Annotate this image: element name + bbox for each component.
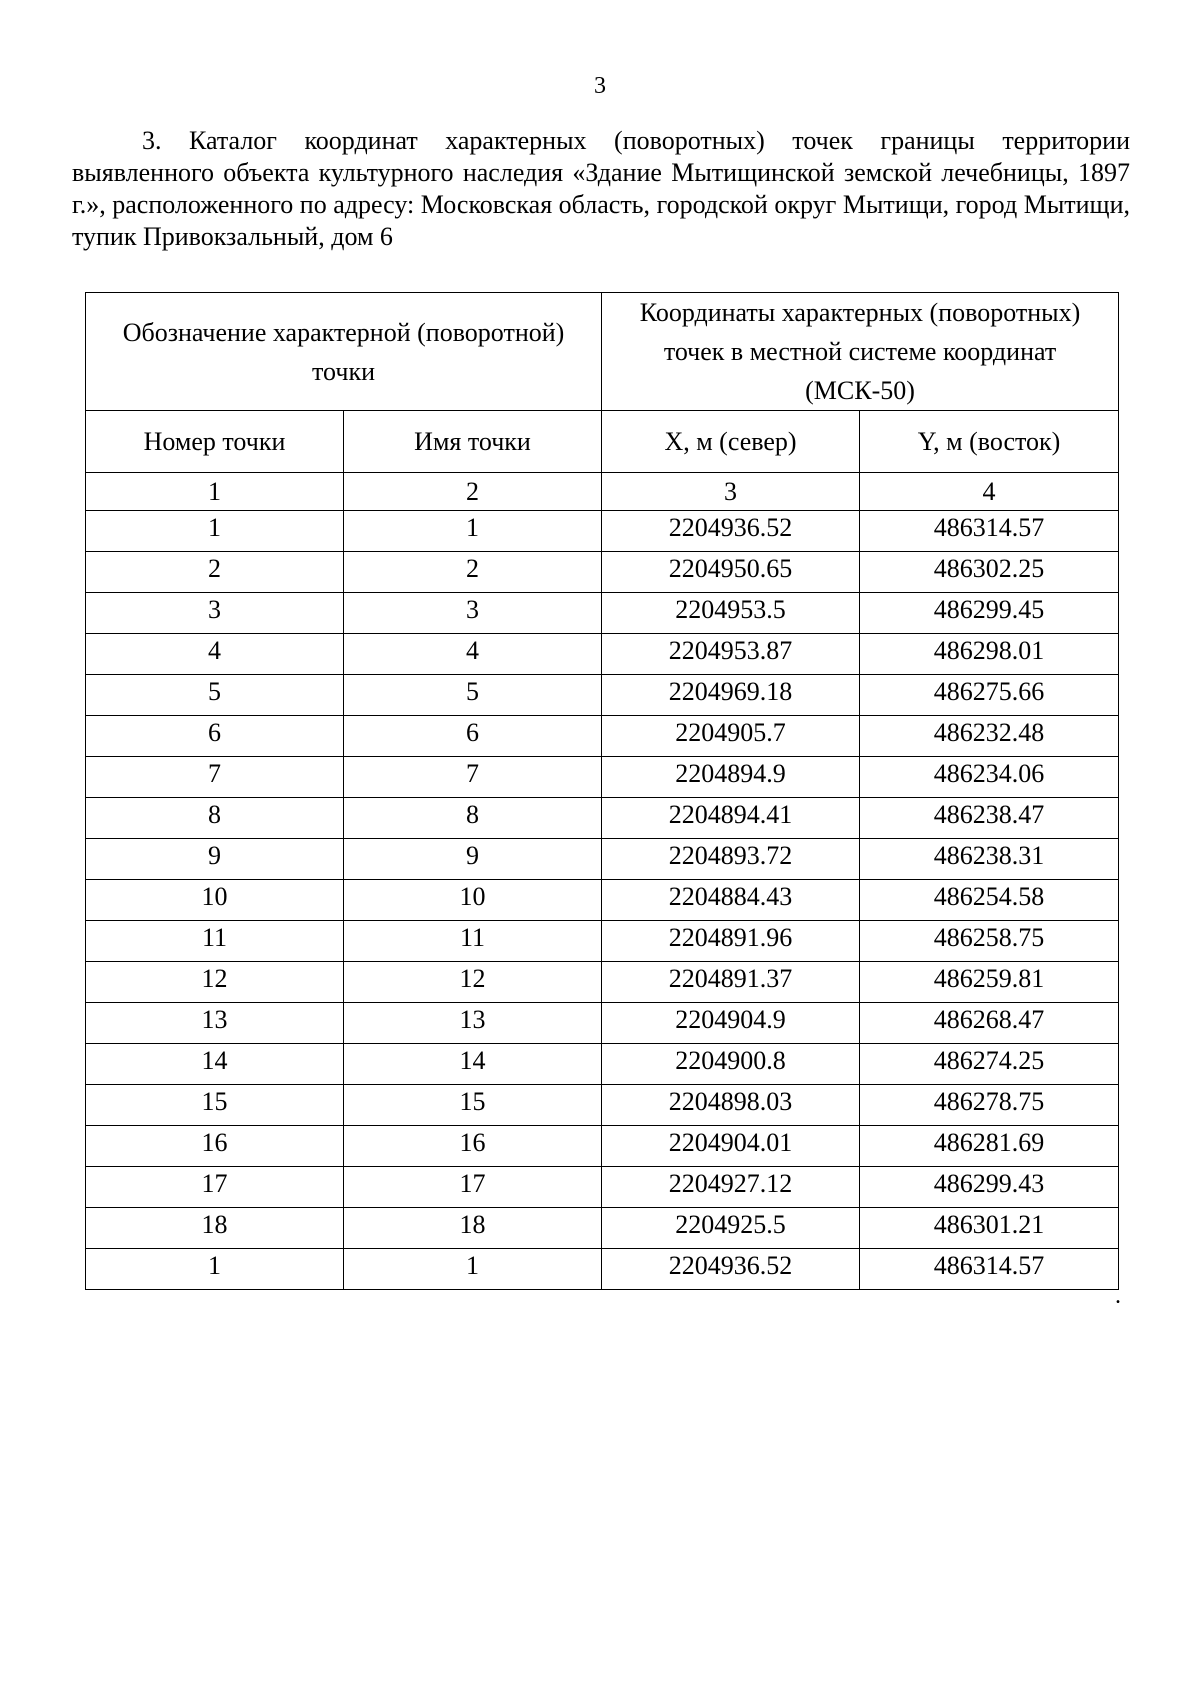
cell-point-name: 12 <box>344 962 602 1003</box>
cell-point-name: 14 <box>344 1044 602 1085</box>
cell-y-coordinate: 486238.31 <box>860 839 1119 880</box>
cell-point-name: 3 <box>344 593 602 634</box>
cell-y-coordinate: 486278.75 <box>860 1085 1119 1126</box>
cell-x-coordinate: 2204891.96 <box>602 921 860 962</box>
col-label-point-name: Имя точки <box>344 411 602 473</box>
column-number-row <box>86 473 1119 511</box>
cell-point-number: 10 <box>86 880 344 921</box>
cell-point-name: 2 <box>344 552 602 593</box>
cell-x-coordinate: 2204969.18 <box>602 675 860 716</box>
cell-x-coordinate: 2204900.8 <box>602 1044 860 1085</box>
cell-point-number: 11 <box>86 921 344 962</box>
cell-x-coordinate: 2204898.03 <box>602 1085 860 1126</box>
table-header-row <box>86 293 1119 411</box>
cell-y-coordinate: 486232.48 <box>860 716 1119 757</box>
table-row <box>86 1167 1119 1208</box>
cell-x-coordinate: 2204950.65 <box>602 552 860 593</box>
table-row <box>86 1003 1119 1044</box>
coordinates-table <box>85 292 1119 1290</box>
cell-point-name: 6 <box>344 716 602 757</box>
cell-point-number: 1 <box>86 1249 344 1290</box>
table-row <box>86 1208 1119 1249</box>
table-row <box>86 511 1119 552</box>
cell-point-name: 11 <box>344 921 602 962</box>
cell-x-coordinate: 2204927.12 <box>602 1167 860 1208</box>
cell-point-name: 1 <box>344 511 602 552</box>
cell-point-name: 13 <box>344 1003 602 1044</box>
table-row <box>86 839 1119 880</box>
cell-point-name: 1 <box>344 1249 602 1290</box>
table-row <box>86 552 1119 593</box>
col-number: 2 <box>344 473 602 511</box>
table-row <box>86 962 1119 1003</box>
cell-point-number: 14 <box>86 1044 344 1085</box>
cell-x-coordinate: 2204936.52 <box>602 1249 860 1290</box>
cell-y-coordinate: 486268.47 <box>860 1003 1119 1044</box>
cell-point-number: 17 <box>86 1167 344 1208</box>
cell-y-coordinate: 486259.81 <box>860 962 1119 1003</box>
cell-y-coordinate: 486275.66 <box>860 675 1119 716</box>
cell-x-coordinate: 2204936.52 <box>602 511 860 552</box>
cell-point-number: 18 <box>86 1208 344 1249</box>
header-point-designation: Обозначение характерной (поворотной) точки <box>86 293 602 411</box>
cell-point-name: 17 <box>344 1167 602 1208</box>
table-row <box>86 921 1119 962</box>
cell-point-number: 1 <box>86 511 344 552</box>
table-row <box>86 798 1119 839</box>
cell-y-coordinate: 486234.06 <box>860 757 1119 798</box>
cell-point-name: 7 <box>344 757 602 798</box>
page-number: 3 <box>594 73 606 99</box>
cell-x-coordinate: 2204894.9 <box>602 757 860 798</box>
cell-point-name: 16 <box>344 1126 602 1167</box>
cell-y-coordinate: 486281.69 <box>860 1126 1119 1167</box>
cell-point-name: 8 <box>344 798 602 839</box>
cell-x-coordinate: 2204893.72 <box>602 839 860 880</box>
table-row <box>86 1044 1119 1085</box>
table-row <box>86 880 1119 921</box>
cell-y-coordinate: 486254.58 <box>860 880 1119 921</box>
cell-x-coordinate: 2204953.5 <box>602 593 860 634</box>
table-row <box>86 716 1119 757</box>
cell-y-coordinate: 486301.21 <box>860 1208 1119 1249</box>
cell-point-name: 10 <box>344 880 602 921</box>
table-row <box>86 757 1119 798</box>
cell-x-coordinate: 2204891.37 <box>602 962 860 1003</box>
cell-y-coordinate: 486314.57 <box>860 511 1119 552</box>
cell-point-number: 12 <box>86 962 344 1003</box>
col-number: 1 <box>86 473 344 511</box>
cell-x-coordinate: 2204953.87 <box>602 634 860 675</box>
table-row <box>86 593 1119 634</box>
cell-x-coordinate: 2204884.43 <box>602 880 860 921</box>
cell-y-coordinate: 486299.45 <box>860 593 1119 634</box>
cell-point-name: 18 <box>344 1208 602 1249</box>
cell-point-number: 3 <box>86 593 344 634</box>
cell-point-number: 6 <box>86 716 344 757</box>
cell-point-name: 9 <box>344 839 602 880</box>
cell-point-name: 4 <box>344 634 602 675</box>
cell-point-number: 16 <box>86 1126 344 1167</box>
table-row <box>86 675 1119 716</box>
intro-paragraph: 3. Каталог координат характерных (поворотных) точек границы территории выявленного объекта культурного наследия «Здание Мытищинской земской лечебницы, 1897 г.», расположенного по адресу: Московская область, городской округ Мытищи, город Мытищи, тупик Привокзальный, дом 6 <box>72 126 1130 251</box>
cell-point-number: 9 <box>86 839 344 880</box>
table-row <box>86 634 1119 675</box>
table-row <box>86 1249 1119 1290</box>
cell-point-name: 15 <box>344 1085 602 1126</box>
cell-x-coordinate: 2204925.5 <box>602 1208 860 1249</box>
cell-y-coordinate: 486302.25 <box>860 552 1119 593</box>
cell-y-coordinate: 486314.57 <box>860 1249 1119 1290</box>
cell-point-name: 5 <box>344 675 602 716</box>
cell-point-number: 13 <box>86 1003 344 1044</box>
cell-x-coordinate: 2204904.01 <box>602 1126 860 1167</box>
table-subheader-row <box>86 411 1119 473</box>
cell-y-coordinate: 486298.01 <box>860 634 1119 675</box>
col-label-x-north: X, м (север) <box>602 411 860 473</box>
col-label-y-east: Y, м (восток) <box>860 411 1119 473</box>
cell-x-coordinate: 2204894.41 <box>602 798 860 839</box>
table-row <box>86 1126 1119 1167</box>
cell-point-number: 7 <box>86 757 344 798</box>
table-body <box>86 511 1119 1290</box>
cell-y-coordinate: 486258.75 <box>860 921 1119 962</box>
trailing-mark: . <box>1115 1283 1121 1309</box>
cell-y-coordinate: 486299.43 <box>860 1167 1119 1208</box>
cell-point-number: 5 <box>86 675 344 716</box>
cell-point-number: 2 <box>86 552 344 593</box>
cell-x-coordinate: 2204905.7 <box>602 716 860 757</box>
cell-y-coordinate: 486238.47 <box>860 798 1119 839</box>
col-label-point-number: Номер точки <box>86 411 344 473</box>
header-coordinates: Координаты характерных (поворотных) точек в местной системе координат (МСК-50) <box>602 293 1119 411</box>
cell-x-coordinate: 2204904.9 <box>602 1003 860 1044</box>
col-number: 4 <box>860 473 1119 511</box>
cell-y-coordinate: 486274.25 <box>860 1044 1119 1085</box>
cell-point-number: 8 <box>86 798 344 839</box>
col-number: 3 <box>602 473 860 511</box>
table-row <box>86 1085 1119 1126</box>
cell-point-number: 4 <box>86 634 344 675</box>
cell-point-number: 15 <box>86 1085 344 1126</box>
